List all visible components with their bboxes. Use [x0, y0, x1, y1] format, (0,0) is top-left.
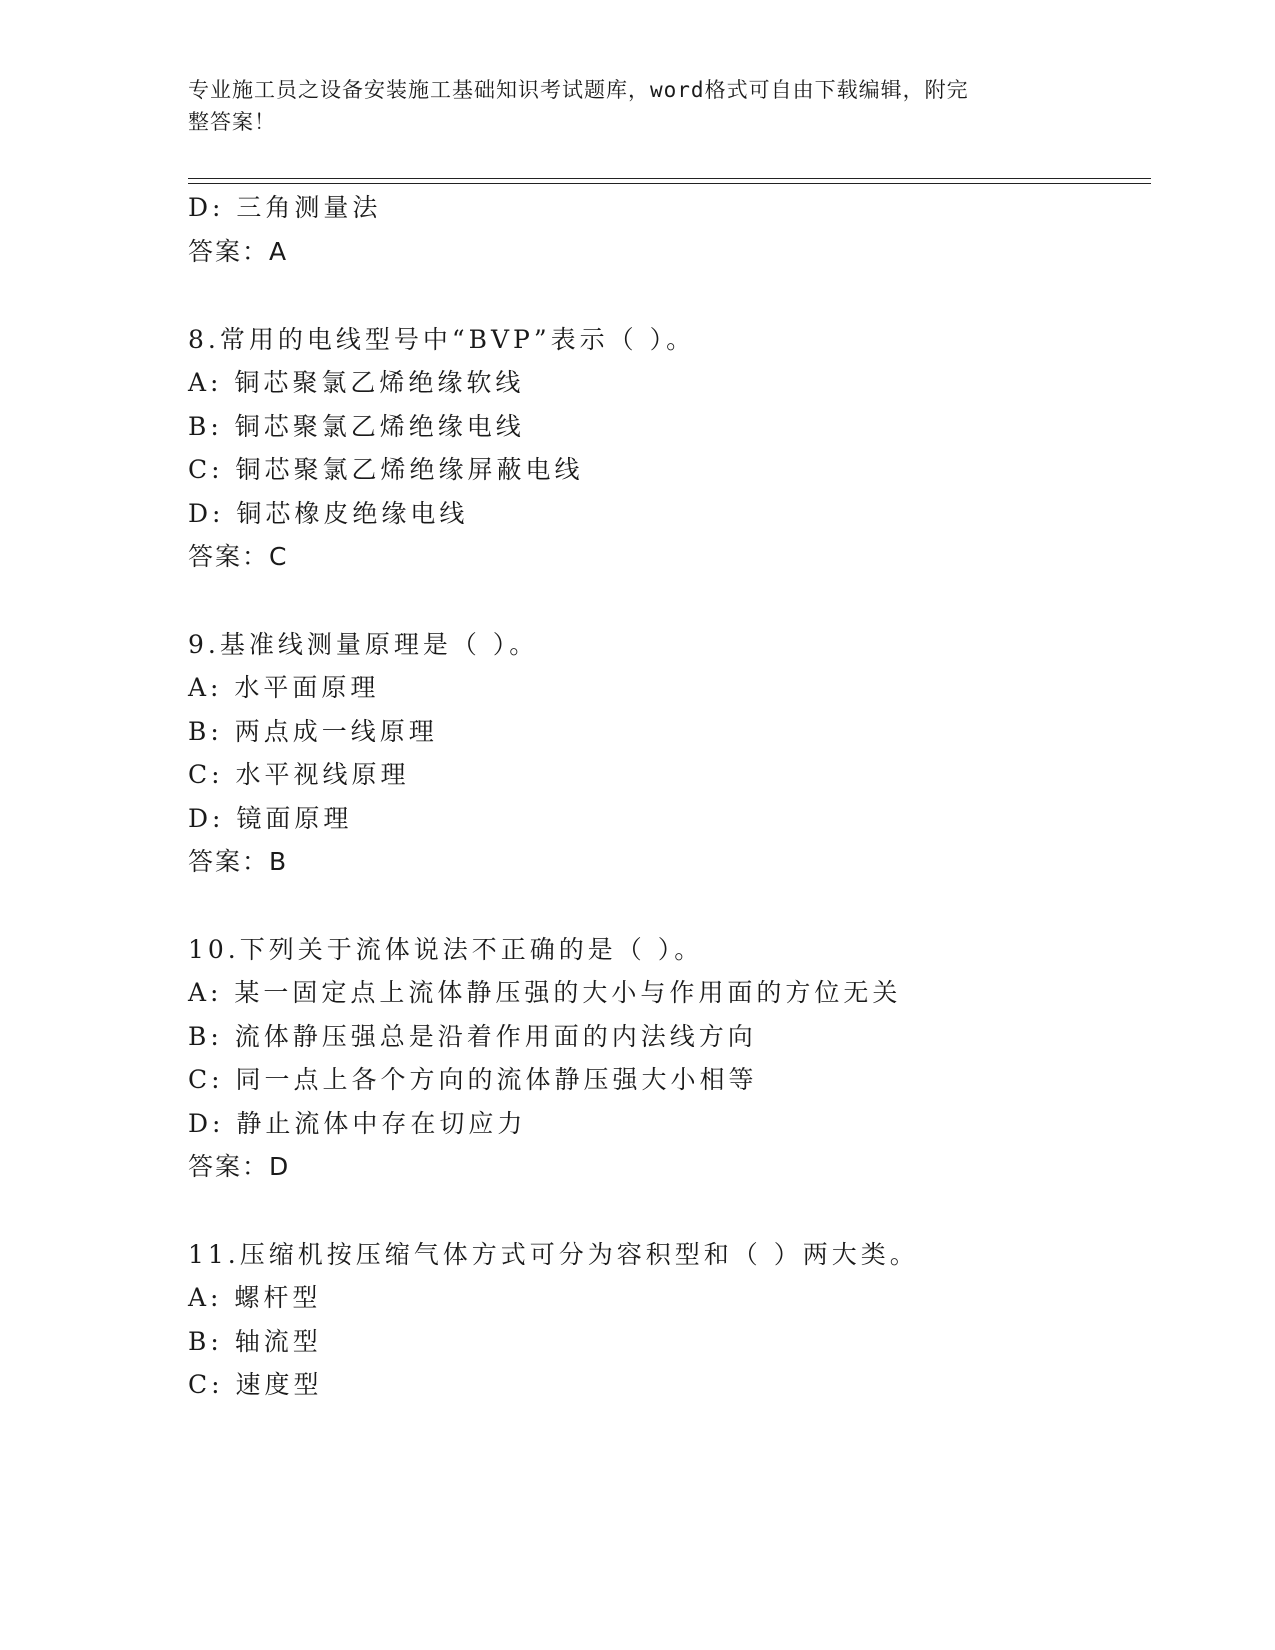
question-10-answer: 答案：D	[188, 1152, 291, 1181]
question-10-stem: 10.下列关于流体说法不正确的是（ ）。	[188, 935, 704, 964]
question-9-option-b: B: 两点成一线原理	[188, 717, 438, 746]
header-line-2: 整答案！	[188, 110, 276, 134]
question-10-option-c: C: 同一点上各个方向的流体静压强大小相等	[188, 1065, 758, 1094]
option-d: D: 三角测量法	[188, 193, 382, 222]
header-line-1: 专业施工员之设备安装施工基础知识考试题库，word格式可自由下载编辑，附完	[188, 78, 969, 102]
question-8-option-a: A: 铜芯聚氯乙烯绝缘软线	[188, 368, 525, 397]
question-11-option-b: B: 轴流型	[188, 1327, 322, 1356]
question-9-answer: 答案：B	[188, 847, 289, 876]
question-11-option-a: A: 螺杆型	[188, 1283, 322, 1312]
question-10-option-d: D: 静止流体中存在切应力	[188, 1109, 527, 1138]
question-9-option-d: D: 镜面原理	[188, 804, 353, 833]
question-9-stem: 9.基准线测量原理是（ ）。	[188, 630, 539, 659]
question-9-option-c: C: 水平视线原理	[188, 760, 410, 789]
question-9-option-a: A: 水平面原理	[188, 673, 380, 702]
question-8-option-c: C: 铜芯聚氯乙烯绝缘屏蔽电线	[188, 455, 584, 484]
question-8-option-d: D: 铜芯橡皮绝缘电线	[188, 499, 469, 528]
header-divider-bottom	[188, 183, 1151, 184]
question-8-option-b: B: 铜芯聚氯乙烯绝缘电线	[188, 412, 525, 441]
question-10-option-b: B: 流体静压强总是沿着作用面的内法线方向	[188, 1022, 757, 1051]
question-11-stem: 11.压缩机按压缩气体方式可分为容积型和（ ）两大类。	[188, 1240, 919, 1269]
question-8-stem: 8.常用的电线型号中“BVP”表示（ ）。	[188, 325, 696, 354]
question-10-option-a: A: 某一固定点上流体静压强的大小与作用面的方位无关	[188, 978, 902, 1007]
answer-line: 答案：A	[188, 237, 289, 266]
question-8-answer: 答案：C	[188, 542, 289, 571]
header-divider-top	[188, 178, 1151, 179]
document-header	[188, 74, 1068, 138]
question-11-option-c: C: 速度型	[188, 1370, 323, 1399]
